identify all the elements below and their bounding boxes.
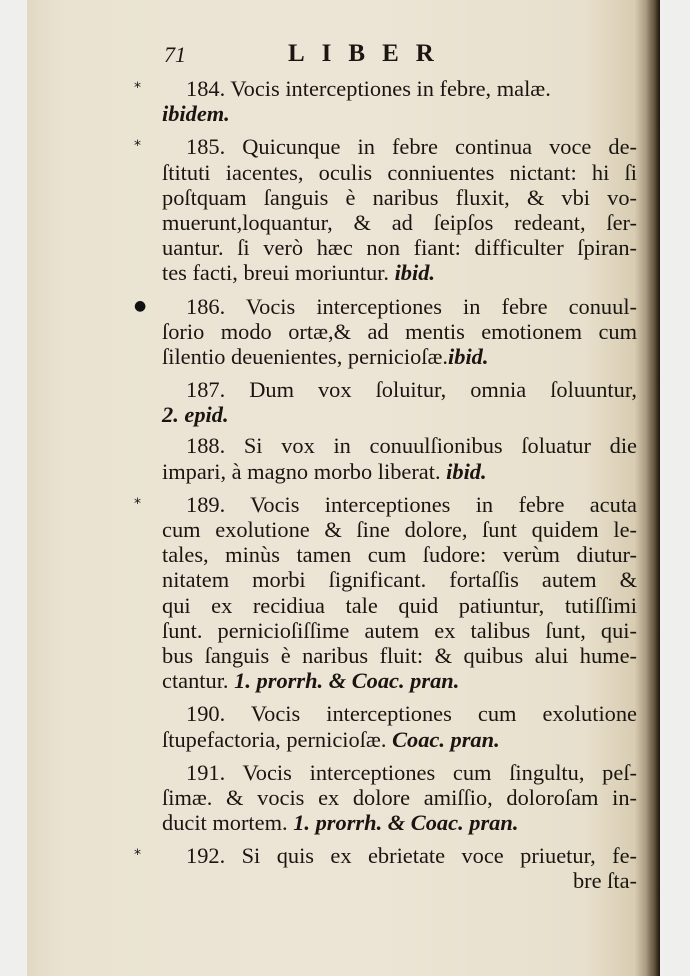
entry-text: ſtupefactoria, pernicioſæ.: [162, 726, 387, 752]
entry-reference: ibidem.: [162, 101, 230, 127]
entry-line: [162, 810, 637, 835]
entry-line: [162, 101, 637, 126]
entry-number: 185.: [186, 134, 226, 160]
entry-line: [162, 260, 637, 285]
entry-line: [162, 459, 637, 484]
entry-line: [162, 492, 637, 517]
entry-line: uantur. ſi verò hæc non fiant: difficulter ſpiran-: [162, 235, 637, 261]
entry-number: 186.: [186, 293, 226, 319]
entry-line: [162, 843, 637, 868]
entry-line: nitatem morbi ſignificant. fortaſſis autem &: [162, 567, 637, 593]
entry-text: Vocis interceptiones cum exolutione: [250, 701, 637, 727]
catchword: bre ſta-: [572, 868, 637, 894]
entry-text: Dum vox ſoluitur, omnia ſoluuntur,: [249, 377, 637, 403]
entry-line: muerunt,loquantur, & ad ſeipſos redeant, ſer-: [162, 209, 637, 235]
entry-line: bus ſanguis è naribus fluit: & quibus alui hume-: [162, 642, 637, 668]
entry-line: [162, 727, 637, 752]
entry-text: Vocis interceptiones in febre, malæ.: [230, 76, 551, 101]
entry-line: [162, 294, 637, 319]
entry-line: [162, 134, 637, 159]
entry-line: ſimæ. & vocis ex dolore amiſſio, doloroſam in-: [162, 784, 637, 810]
entry-line: [162, 344, 637, 369]
page-edge-shadow: [646, 0, 660, 976]
entry-number: 184.: [186, 76, 226, 101]
asterisk-marker-icon: *: [134, 847, 141, 864]
entry-188: [162, 433, 637, 483]
entry-number: 191.: [186, 759, 226, 785]
entry-number: 189.: [186, 491, 226, 517]
entry-line: tales, minùs tamen cum ſudore: verùm diutur-: [162, 542, 637, 568]
entry-reference: 1. prorrh. & Coac. pran.: [293, 810, 519, 836]
entry-line: cum exolutione & ſine dolore, ſunt quidem le-: [162, 517, 637, 542]
entry-line: [162, 76, 637, 101]
entry-line: [162, 402, 637, 427]
entry-reference: ibid.: [446, 458, 487, 484]
entry-reference: Coac. pran.: [392, 726, 500, 752]
page-header: [164, 40, 604, 76]
entry-reference: 2. epid.: [162, 402, 229, 428]
entry-text: Vocis interceptiones in febre conuul-: [245, 293, 638, 319]
entry-line: poſtquam ſanguis è naribus fluxit, & vbi vo-: [162, 184, 637, 210]
asterisk-marker-icon: *: [134, 495, 141, 512]
entry-number: 188.: [186, 433, 226, 459]
page-number: 71: [164, 42, 186, 67]
entry-text: Si quis ex ebrietate voce priuetur, fe-: [241, 843, 637, 869]
entry-186: [134, 293, 638, 370]
entry-text: Vocis interceptiones cum ſingultu, peſ-: [242, 759, 637, 785]
entry-185: [134, 134, 637, 286]
entry-text: tes facti, breui moriuntur.: [162, 260, 389, 286]
book-page: [27, 0, 660, 976]
entry-184: [134, 76, 637, 127]
entry-reference: ibid.: [448, 343, 489, 369]
entry-190: [162, 701, 637, 751]
entry-line: ſtituti iacentes, oculis conniuentes nictant: hi ſi: [162, 159, 637, 185]
entry-text: Quicunque in febre continua voce de-: [242, 134, 637, 160]
entry-text: ctantur.: [162, 668, 229, 694]
entry-191: [162, 760, 637, 836]
entry-text: Vocis interceptiones in febre acuta: [250, 491, 637, 517]
entry-reference: ibid.: [394, 260, 436, 286]
entry-text: Si vox in conuulſionibus ſoluatur die: [243, 433, 637, 459]
entry-number: 192.: [186, 843, 226, 869]
entry-line: [162, 701, 637, 726]
entry-number: 187.: [186, 377, 226, 403]
entry-text: ducit mortem.: [162, 810, 288, 836]
bullet-marker-icon: ●: [134, 297, 147, 314]
entry-line: ſorio modo ortæ,& ad mentis emotionem cum: [162, 318, 637, 344]
entry-line: [162, 377, 637, 402]
entry-line: qui ex recidiua tale quid patiuntur, tutiſſimi: [162, 592, 637, 618]
entry-number: 190.: [186, 701, 226, 727]
entry-text: impari, à magno morbo liberat.: [162, 458, 441, 484]
entry-line: [162, 433, 637, 458]
entry-187: [162, 377, 637, 427]
entry-line: ſunt. pernicioſiſſime autem ex talibus ſunt, qui-: [162, 617, 637, 643]
entry-reference: 1. prorrh. & Coac. pran.: [234, 668, 460, 694]
asterisk-marker-icon: *: [134, 138, 141, 155]
entry-text: ſilentio deuenientes, pernicioſæ.: [162, 343, 449, 369]
text-block: [134, 76, 638, 902]
entry-line: [162, 760, 637, 785]
entry-line: [162, 668, 637, 693]
entry-192: [134, 843, 637, 894]
asterisk-marker-icon: *: [134, 80, 141, 96]
entry-189: [134, 491, 637, 694]
running-title: LIBER: [288, 40, 451, 67]
